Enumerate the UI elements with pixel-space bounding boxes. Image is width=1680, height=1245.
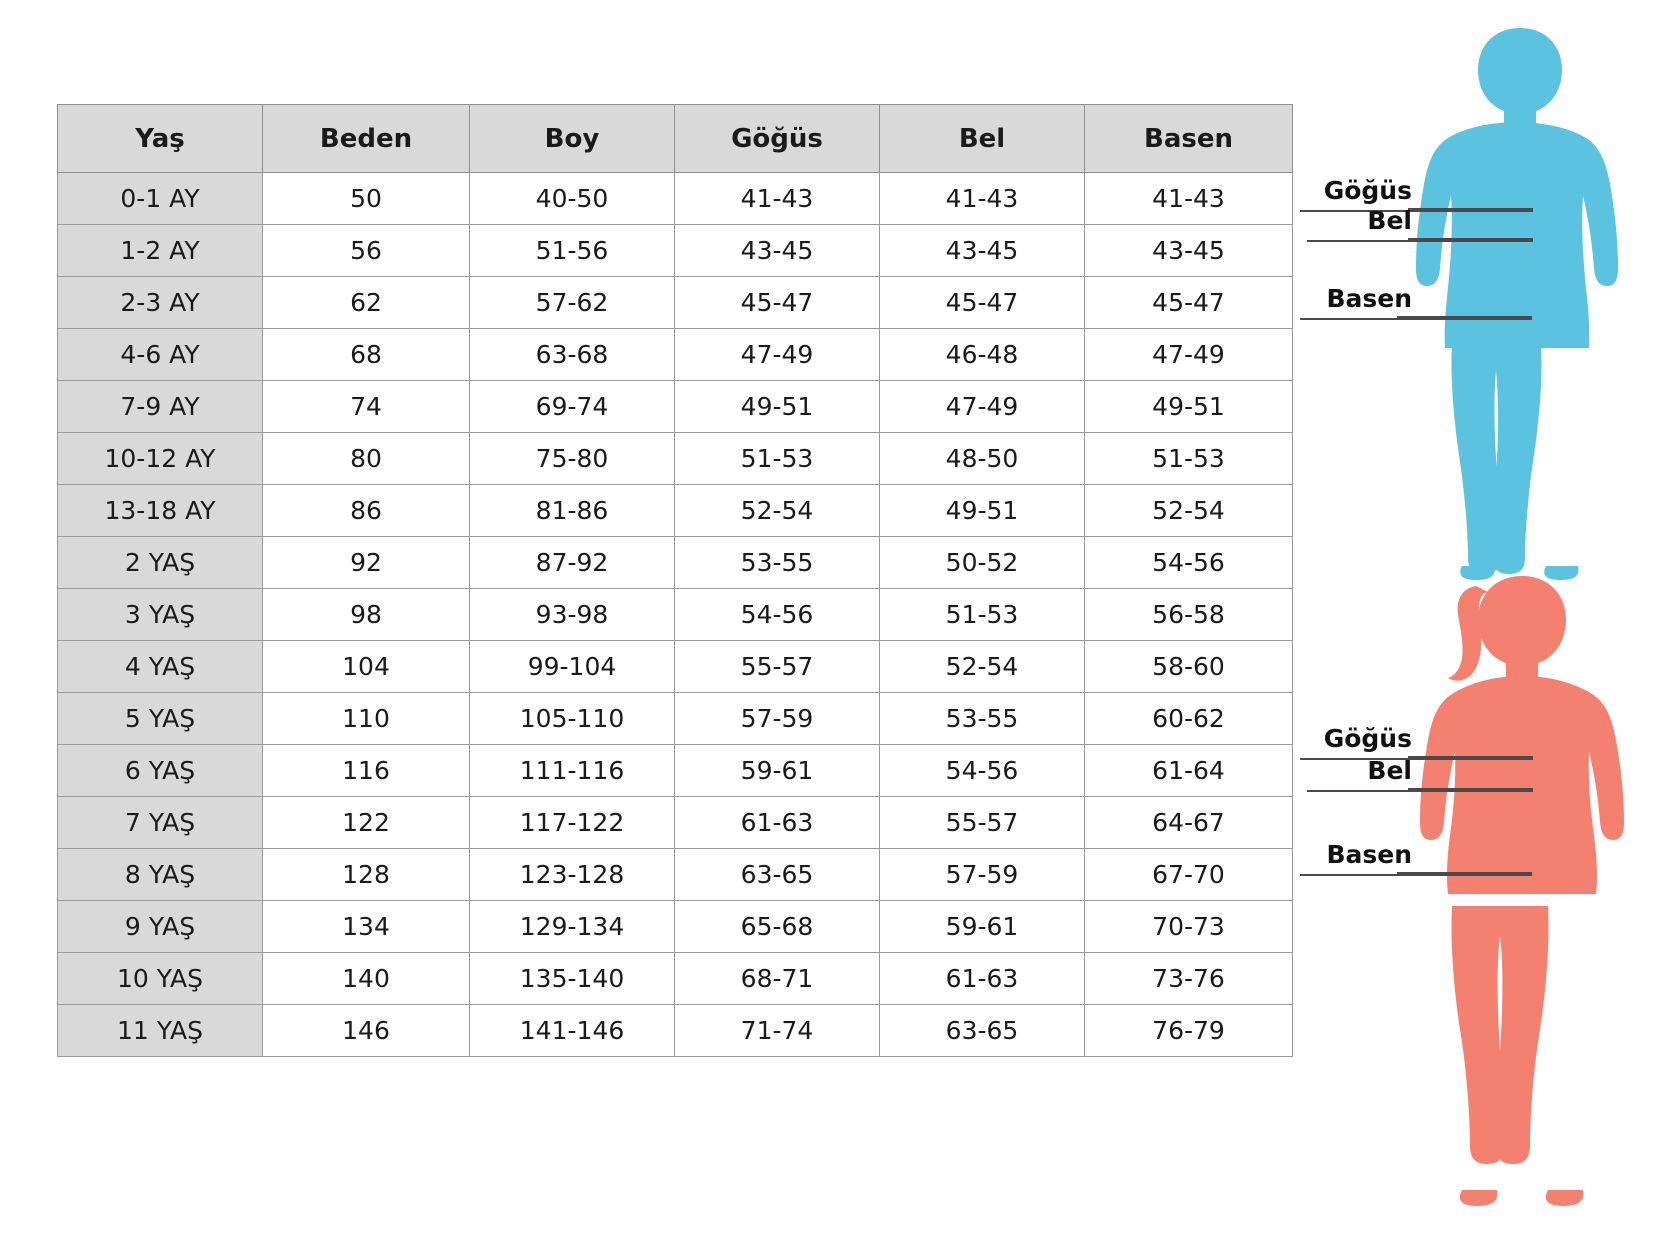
cell-waist: 59-61 <box>880 901 1085 953</box>
cell-size: 62 <box>263 277 470 329</box>
table-row <box>58 485 1293 537</box>
cell-size: 104 <box>263 641 470 693</box>
cell-size: 68 <box>263 329 470 381</box>
table-row <box>58 329 1293 381</box>
cell-hip: 61-64 <box>1085 745 1293 797</box>
cell-age: 2 YAŞ <box>58 537 263 589</box>
cell-height: 99-104 <box>470 641 675 693</box>
cell-chest: 55-57 <box>675 641 880 693</box>
cell-waist: 53-55 <box>880 693 1085 745</box>
table-row <box>58 381 1293 433</box>
cell-hip: 56-58 <box>1085 589 1293 641</box>
cell-size: 50 <box>263 173 470 225</box>
table-row <box>58 537 1293 589</box>
column-header-chest: Göğüs <box>675 105 880 173</box>
size-table <box>57 104 1293 1057</box>
girl-chest-label: Göğüs <box>1323 724 1412 753</box>
cell-chest: 71-74 <box>675 1005 880 1057</box>
cell-hip: 52-54 <box>1085 485 1293 537</box>
cell-height: 81-86 <box>470 485 675 537</box>
column-header-size: Beden <box>263 105 470 173</box>
cell-chest: 41-43 <box>675 173 880 225</box>
cell-height: 63-68 <box>470 329 675 381</box>
cell-height: 87-92 <box>470 537 675 589</box>
cell-hip: 47-49 <box>1085 329 1293 381</box>
table-body <box>58 173 1293 1057</box>
cell-size: 122 <box>263 797 470 849</box>
cell-height: 135-140 <box>470 953 675 1005</box>
cell-size: 140 <box>263 953 470 1005</box>
cell-age: 4 YAŞ <box>58 641 263 693</box>
cell-age: 4-6 AY <box>58 329 263 381</box>
cell-waist: 49-51 <box>880 485 1085 537</box>
cell-age: 10-12 AY <box>58 433 263 485</box>
cell-chest: 53-55 <box>675 537 880 589</box>
cell-hip: 54-56 <box>1085 537 1293 589</box>
column-header-waist: Bel <box>880 105 1085 173</box>
cell-size: 110 <box>263 693 470 745</box>
boy-hip-label: Basen <box>1326 284 1412 313</box>
cell-hip: 73-76 <box>1085 953 1293 1005</box>
cell-waist: 50-52 <box>880 537 1085 589</box>
cell-waist: 41-43 <box>880 173 1085 225</box>
cell-chest: 59-61 <box>675 745 880 797</box>
cell-hip: 58-60 <box>1085 641 1293 693</box>
table-row <box>58 173 1293 225</box>
cell-hip: 51-53 <box>1085 433 1293 485</box>
cell-age: 0-1 AY <box>58 173 263 225</box>
cell-chest: 61-63 <box>675 797 880 849</box>
cell-waist: 47-49 <box>880 381 1085 433</box>
boy-waist-label: Bel <box>1367 206 1412 235</box>
cell-age: 11 YAŞ <box>58 1005 263 1057</box>
cell-chest: 43-45 <box>675 225 880 277</box>
table-row <box>58 901 1293 953</box>
table-row <box>58 277 1293 329</box>
cell-chest: 52-54 <box>675 485 880 537</box>
cell-age: 10 YAŞ <box>58 953 263 1005</box>
cell-height: 40-50 <box>470 173 675 225</box>
cell-chest: 51-53 <box>675 433 880 485</box>
cell-height: 75-80 <box>470 433 675 485</box>
table-row <box>58 849 1293 901</box>
cell-waist: 55-57 <box>880 797 1085 849</box>
cell-hip: 45-47 <box>1085 277 1293 329</box>
cell-chest: 68-71 <box>675 953 880 1005</box>
girl-hip-label: Basen <box>1326 840 1412 869</box>
table-row <box>58 641 1293 693</box>
cell-age: 2-3 AY <box>58 277 263 329</box>
cell-waist: 43-45 <box>880 225 1085 277</box>
cell-height: 129-134 <box>470 901 675 953</box>
cell-waist: 63-65 <box>880 1005 1085 1057</box>
cell-chest: 49-51 <box>675 381 880 433</box>
cell-chest: 65-68 <box>675 901 880 953</box>
table-header <box>58 105 1293 173</box>
cell-waist: 54-56 <box>880 745 1085 797</box>
cell-hip: 70-73 <box>1085 901 1293 953</box>
girl-waist-line <box>1408 788 1533 792</box>
table-row <box>58 433 1293 485</box>
cell-height: 141-146 <box>470 1005 675 1057</box>
cell-height: 69-74 <box>470 381 675 433</box>
table-row <box>58 797 1293 849</box>
cell-age: 9 YAŞ <box>58 901 263 953</box>
cell-waist: 61-63 <box>880 953 1085 1005</box>
cell-age: 13-18 AY <box>58 485 263 537</box>
cell-height: 93-98 <box>470 589 675 641</box>
cell-chest: 47-49 <box>675 329 880 381</box>
cell-size: 80 <box>263 433 470 485</box>
cell-age: 8 YAŞ <box>58 849 263 901</box>
size-table-container <box>57 104 1292 1057</box>
cell-hip: 67-70 <box>1085 849 1293 901</box>
column-header-hip: Basen <box>1085 105 1293 173</box>
cell-height: 51-56 <box>470 225 675 277</box>
cell-hip: 43-45 <box>1085 225 1293 277</box>
cell-size: 92 <box>263 537 470 589</box>
cell-chest: 57-59 <box>675 693 880 745</box>
cell-hip: 76-79 <box>1085 1005 1293 1057</box>
cell-chest: 54-56 <box>675 589 880 641</box>
cell-hip: 49-51 <box>1085 381 1293 433</box>
cell-waist: 48-50 <box>880 433 1085 485</box>
cell-waist: 57-59 <box>880 849 1085 901</box>
cell-height: 123-128 <box>470 849 675 901</box>
boy-body-silhouette-icon <box>1370 18 1670 598</box>
boy-figure <box>1300 18 1670 598</box>
cell-age: 5 YAŞ <box>58 693 263 745</box>
table-row <box>58 589 1293 641</box>
table-row <box>58 745 1293 797</box>
cell-height: 57-62 <box>470 277 675 329</box>
boy-waist-line <box>1408 238 1533 242</box>
cell-chest: 45-47 <box>675 277 880 329</box>
cell-age: 3 YAŞ <box>58 589 263 641</box>
cell-height: 105-110 <box>470 693 675 745</box>
column-header-age: Yaş <box>58 105 263 173</box>
table-row <box>58 225 1293 277</box>
cell-size: 116 <box>263 745 470 797</box>
boy-chest-label: Göğüs <box>1323 176 1412 205</box>
cell-age: 7-9 AY <box>58 381 263 433</box>
table-row <box>58 1005 1293 1057</box>
table-row <box>58 693 1293 745</box>
cell-size: 134 <box>263 901 470 953</box>
cell-waist: 45-47 <box>880 277 1085 329</box>
girl-hip-line <box>1397 872 1532 876</box>
cell-size: 56 <box>263 225 470 277</box>
cell-hip: 64-67 <box>1085 797 1293 849</box>
boy-hip-line <box>1397 316 1532 320</box>
cell-age: 1-2 AY <box>58 225 263 277</box>
cell-size: 146 <box>263 1005 470 1057</box>
girl-figure <box>1300 568 1670 1228</box>
girl-waist-label: Bel <box>1367 756 1412 785</box>
cell-waist: 51-53 <box>880 589 1085 641</box>
table-row <box>58 953 1293 1005</box>
cell-size: 86 <box>263 485 470 537</box>
cell-height: 111-116 <box>470 745 675 797</box>
table-header-row <box>58 105 1293 173</box>
column-header-height: Boy <box>470 105 675 173</box>
cell-age: 6 YAŞ <box>58 745 263 797</box>
cell-age: 7 YAŞ <box>58 797 263 849</box>
cell-size: 128 <box>263 849 470 901</box>
boy-chest-line <box>1408 208 1533 212</box>
girl-body-silhouette-icon <box>1370 568 1670 1228</box>
cell-waist: 46-48 <box>880 329 1085 381</box>
cell-size: 98 <box>263 589 470 641</box>
cell-hip: 41-43 <box>1085 173 1293 225</box>
cell-height: 117-122 <box>470 797 675 849</box>
cell-chest: 63-65 <box>675 849 880 901</box>
girl-chest-line <box>1408 756 1533 760</box>
cell-size: 74 <box>263 381 470 433</box>
cell-hip: 60-62 <box>1085 693 1293 745</box>
cell-waist: 52-54 <box>880 641 1085 693</box>
